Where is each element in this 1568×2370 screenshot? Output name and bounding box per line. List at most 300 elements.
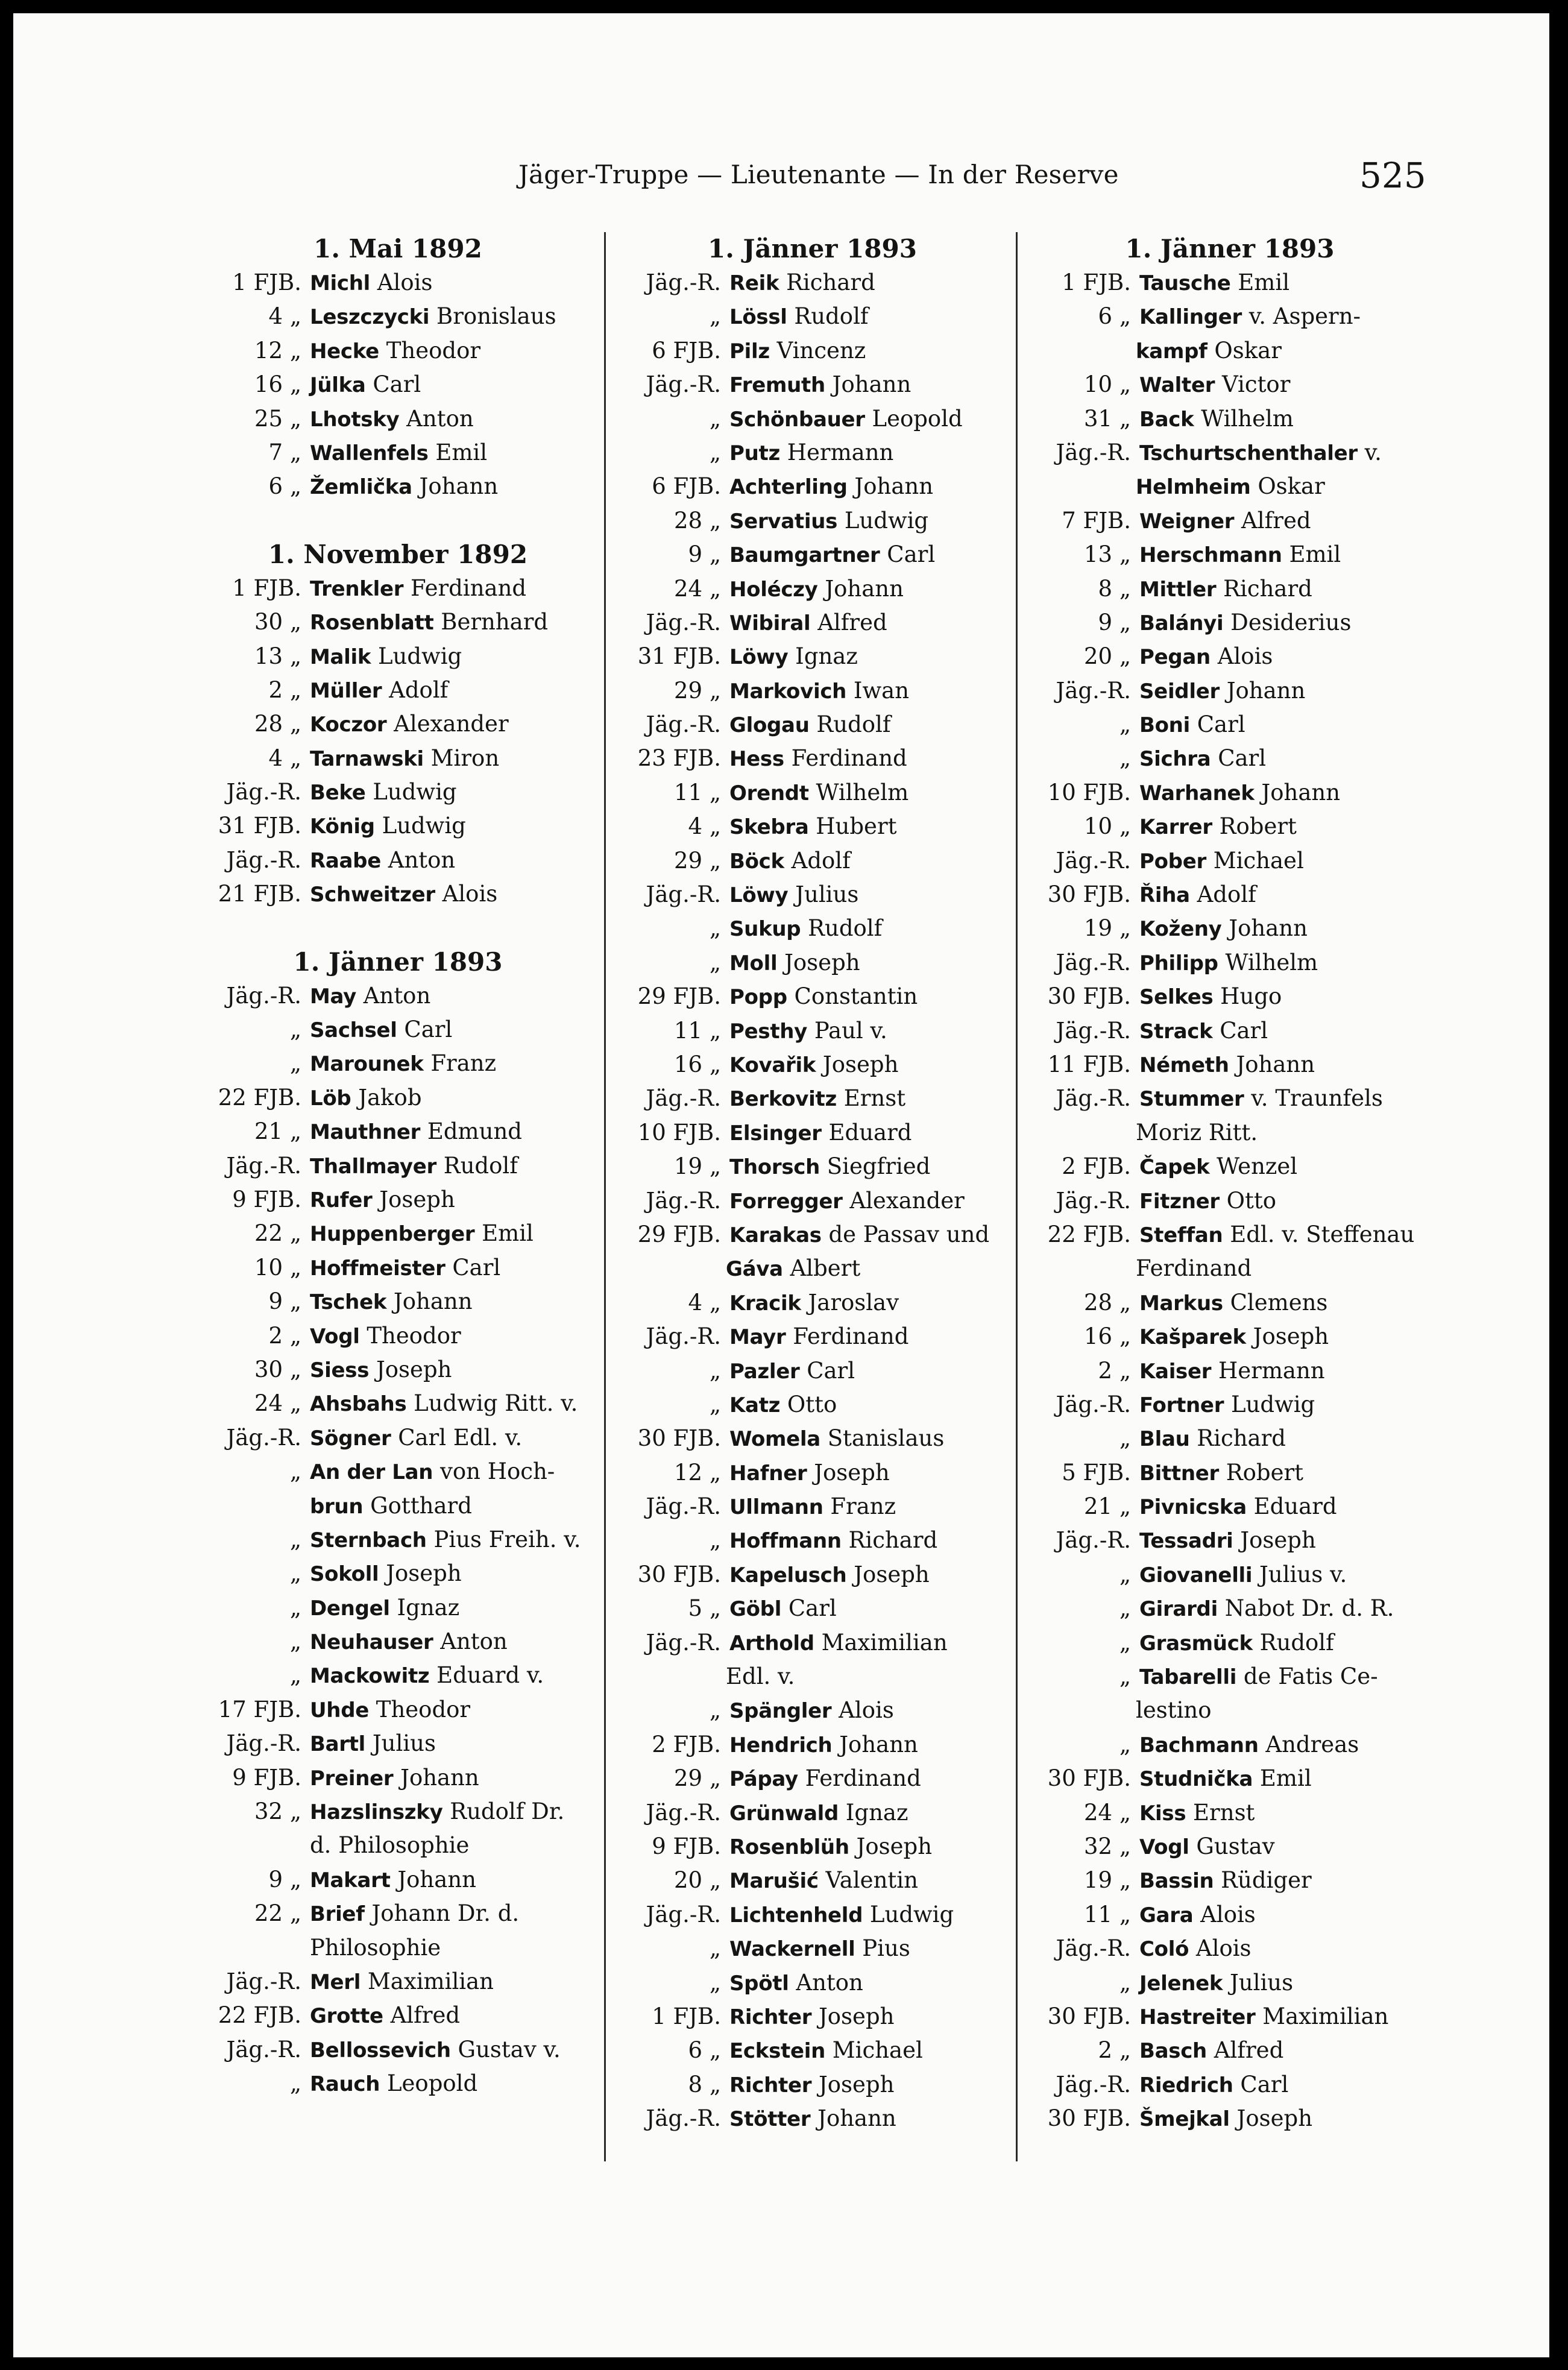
entry-name	[729, 708, 1010, 742]
unit-prefix: Jäg.-R.	[646, 1493, 721, 1520]
surname: Kallinger	[1139, 305, 1242, 330]
list-entry	[199, 1591, 597, 1625]
given-name: Johann	[393, 1288, 473, 1315]
entry-name	[729, 2034, 1010, 2068]
list-entry	[615, 912, 1010, 945]
given-name: Clemens	[1230, 1289, 1328, 1316]
surname: Huppenberger	[310, 1222, 475, 1247]
entry-name	[1136, 1116, 1435, 1150]
given-name: Philosophie	[310, 1934, 441, 1961]
surname: Coló	[1139, 1937, 1189, 1962]
given-name: Carl	[1220, 1017, 1268, 1044]
given-name: Constantin	[794, 983, 918, 1010]
entry-name	[1139, 1592, 1435, 1626]
list-entry	[1025, 436, 1435, 470]
given-name: Jakob	[358, 1084, 422, 1111]
column-3	[1025, 232, 1435, 2135]
list-entry	[1025, 708, 1435, 742]
unit-prefix: „	[1119, 1663, 1131, 1690]
entry-name	[1139, 1796, 1435, 1830]
given-name: Adolf	[1197, 881, 1256, 908]
given-name: Bernhard	[441, 609, 549, 635]
unit-prefix: Jäg.-R.	[226, 1730, 301, 1757]
given-name: Otto	[787, 1391, 837, 1417]
given-name: Wilhelm	[816, 779, 909, 805]
entry-name	[1139, 572, 1435, 607]
entry-name	[1139, 742, 1435, 776]
unit-prefix: 9 FJB.	[232, 1764, 301, 1791]
surname: Forregger	[729, 1189, 843, 1214]
unit-prefix: Jäg.-R.	[226, 1424, 301, 1451]
unit-prefix: 13 „	[254, 643, 301, 669]
unit-prefix: „	[709, 1969, 721, 1996]
entry-name	[310, 334, 597, 368]
unit-prefix: Jäg.-R.	[226, 982, 301, 1009]
entry-name	[729, 334, 1010, 368]
entry-name	[310, 809, 597, 843]
surname: Koženy	[1139, 917, 1222, 942]
unit-prefix: 2 „	[268, 1322, 301, 1349]
unit-prefix: 29 FJB.	[637, 983, 721, 1010]
list-entry	[1025, 1320, 1435, 1354]
unit-prefix: „	[709, 439, 721, 465]
unit-prefix: 4 „	[268, 745, 301, 771]
unit-prefix: „	[1119, 1731, 1131, 1757]
entry-name	[1139, 1762, 1435, 1796]
entry-name	[729, 1558, 1010, 1592]
surname: Merl	[310, 1970, 361, 1994]
surname: Achterling	[729, 475, 848, 500]
given-name: Alois	[1217, 643, 1273, 670]
given-name: Ernst	[1193, 1799, 1255, 1826]
surname: Žemlička	[310, 475, 412, 500]
unit-prefix: „	[709, 949, 721, 975]
entry-name	[310, 572, 597, 606]
entry-name	[1136, 1252, 1435, 1286]
entry-name	[310, 436, 597, 470]
unit-prefix: „	[709, 1697, 721, 1724]
unit-prefix: Jäg.-R.	[646, 711, 721, 738]
given-name: Carl	[1197, 711, 1245, 738]
given-name: Julius	[372, 1730, 436, 1757]
entry-name	[1139, 1660, 1435, 1694]
given-name: Rudolf	[1259, 1629, 1334, 1656]
unit-prefix: 30 FJB.	[1047, 983, 1131, 1010]
unit-prefix: 9 „	[268, 1288, 301, 1315]
given-name: Emil	[482, 1220, 534, 1247]
unit-prefix: 11 „	[673, 779, 721, 805]
entry-name	[729, 1456, 1010, 1490]
given-name: Johann	[1236, 1051, 1315, 1077]
unit-prefix: 2 FJB.	[1062, 1153, 1131, 1180]
surname: Pegan	[1139, 645, 1211, 670]
surname: Hazslinszky	[310, 1800, 443, 1825]
entry-name	[1139, 1286, 1435, 1320]
surname: Fortner	[1139, 1393, 1224, 1417]
list-entry	[199, 673, 597, 707]
given-name: Edmund	[427, 1118, 522, 1145]
surname: Brief	[310, 1902, 365, 1927]
entry-name	[1139, 878, 1435, 912]
entry-name	[1139, 2000, 1435, 2034]
unit-prefix: „	[709, 1935, 721, 1962]
entry-name	[310, 1387, 597, 1421]
unit-prefix: 20 „	[1083, 643, 1131, 670]
unit-prefix: Jäg.-R.	[646, 2105, 721, 2132]
unit-prefix: 19 „	[1083, 915, 1131, 942]
given-name: Hubert	[816, 813, 897, 840]
given-name: Ludwig	[373, 779, 457, 805]
entry-name	[310, 300, 597, 334]
entry-name	[1139, 1320, 1435, 1354]
list-entry	[1025, 1184, 1435, 1218]
given-name: Theodor	[367, 1322, 461, 1349]
entry-name	[729, 368, 1010, 402]
list-entry	[1025, 1082, 1435, 1115]
unit-prefix: 19 „	[673, 1153, 721, 1180]
given-name: Carl	[788, 1595, 837, 1622]
entry-name	[310, 1625, 597, 1659]
list-entry	[199, 1047, 597, 1080]
unit-prefix: 4 „	[268, 303, 301, 330]
surname: Putz	[729, 441, 780, 465]
surname: Wallenfels	[310, 441, 429, 465]
list-entry	[1025, 2000, 1435, 2034]
entry-name	[1139, 640, 1435, 674]
list-entry	[199, 809, 597, 843]
surname: Koczor	[310, 713, 387, 737]
entry-continuation	[615, 1660, 1010, 1694]
surname: Pazler	[729, 1359, 800, 1384]
list-entry	[1025, 572, 1435, 606]
surname: Sögner	[310, 1426, 391, 1451]
entry-name	[1139, 980, 1435, 1014]
entry-name	[310, 1829, 597, 1863]
surname: Kaiser	[1139, 1359, 1212, 1384]
surname: Mittler	[1139, 577, 1217, 602]
entry-name	[1139, 1932, 1435, 1966]
entry-name	[1139, 2034, 1435, 2068]
given-name: Alois	[839, 1697, 894, 1724]
given-name: v. Traunfels	[1251, 1085, 1383, 1112]
given-name: Franz	[830, 1493, 896, 1520]
given-name: Bronislaus	[436, 303, 556, 330]
list-entry	[615, 742, 1010, 775]
surname: König	[310, 815, 375, 839]
running-head	[0, 155, 1568, 202]
list-entry	[615, 470, 1010, 503]
list-entry	[1025, 1932, 1435, 1965]
given-name: Anton	[406, 405, 474, 432]
unit-prefix: 6 FJB.	[652, 337, 721, 364]
list-entry	[615, 640, 1010, 673]
surname: Vogl	[1139, 1835, 1189, 1859]
list-entry	[199, 1353, 597, 1387]
entry-name	[1139, 1864, 1435, 1898]
list-entry	[199, 1421, 597, 1455]
entry-name	[310, 1455, 597, 1489]
surname: Thorsch	[729, 1155, 820, 1180]
unit-prefix: „	[289, 1526, 301, 1552]
given-name: v. Aspern-	[1248, 303, 1361, 330]
list-entry	[615, 1354, 1010, 1388]
unit-prefix: 6 „	[688, 2037, 721, 2064]
entry-name	[310, 1931, 597, 1965]
list-entry	[1025, 1762, 1435, 1795]
list-entry	[615, 1898, 1010, 1932]
list-entry	[199, 1557, 597, 1590]
surname: Leszczycki	[310, 305, 430, 330]
surname: Bartl	[310, 1732, 366, 1757]
list-entry	[1025, 844, 1435, 878]
entry-name	[310, 1183, 597, 1217]
surname: Tarnawski	[310, 746, 424, 771]
given-name: Alfred	[817, 609, 887, 635]
entry-name	[310, 368, 597, 402]
given-name: Michael	[832, 2037, 923, 2064]
given-name: Desiderius	[1230, 609, 1352, 635]
entry-name	[310, 1319, 597, 1354]
list-entry	[199, 1183, 597, 1217]
entry-name	[729, 1116, 1010, 1150]
unit-prefix: Jäg.-R.	[226, 1968, 301, 1994]
unit-prefix: 24 „	[1083, 1799, 1131, 1826]
entry-continuation	[1025, 470, 1435, 503]
surname: Walter	[1139, 373, 1215, 398]
list-entry	[1025, 1456, 1435, 1490]
entry-name	[310, 673, 597, 708]
list-entry	[615, 2068, 1010, 2102]
list-entry	[1025, 912, 1435, 945]
unit-prefix: 6 FJB.	[652, 473, 721, 500]
given-name: Rudolf	[816, 711, 891, 738]
list-entry	[615, 1422, 1010, 1455]
surname: Rauch	[310, 2072, 380, 2097]
entry-name	[1139, 1626, 1435, 1660]
surname: Kracik	[729, 1291, 801, 1316]
given-name: Maximilian	[821, 1629, 948, 1656]
unit-prefix: 11 „	[1083, 1901, 1131, 1927]
surname: Skebra	[729, 815, 809, 840]
surname: Seidler	[1139, 679, 1220, 704]
given-name: Ignaz	[397, 1594, 460, 1621]
entry-continuation	[199, 1931, 597, 1965]
surname: Glogau	[729, 713, 810, 738]
entry-name	[310, 1251, 597, 1285]
unit-prefix: 30 FJB.	[1047, 1765, 1131, 1792]
surname: Berkovitz	[729, 1087, 837, 1112]
unit-prefix: Jäg.-R.	[646, 1187, 721, 1214]
list-entry	[199, 1455, 597, 1489]
surname: Uhde	[310, 1698, 370, 1722]
given-name: Johann	[400, 1764, 479, 1791]
unit-prefix: 24 „	[673, 575, 721, 602]
given-name: Ferdinand	[791, 745, 907, 772]
surname: Čapek	[1139, 1155, 1210, 1180]
given-name: Carl	[404, 1016, 453, 1043]
list-entry	[199, 742, 597, 775]
entry-name	[729, 1422, 1010, 1456]
unit-prefix: 16 „	[1083, 1323, 1131, 1350]
entry-name	[310, 979, 597, 1013]
unit-prefix: 28 „	[1083, 1289, 1131, 1316]
surname: May	[310, 984, 356, 1009]
entry-name	[1139, 810, 1435, 844]
list-entry	[199, 572, 597, 605]
list-entry	[1025, 1592, 1435, 1625]
surname: Stötter	[729, 2107, 811, 2132]
unit-prefix: 30 FJB.	[1047, 2003, 1131, 2029]
unit-prefix: 2 „	[1098, 1357, 1131, 1384]
list-entry	[615, 1932, 1010, 1965]
surname: Tschek	[310, 1290, 387, 1315]
list-entry	[615, 1592, 1010, 1625]
entry-name	[729, 640, 1010, 674]
given-name: Jaroslav	[808, 1289, 899, 1316]
unit-prefix: 19 „	[1083, 1867, 1131, 1894]
surname: Spötl	[729, 1971, 789, 1996]
given-name: Emil	[435, 439, 488, 465]
column-1	[199, 232, 597, 2101]
entry-name	[1139, 1082, 1435, 1116]
surname: Thallmayer	[310, 1154, 436, 1179]
entry-name	[729, 1694, 1010, 1728]
list-entry	[199, 877, 597, 911]
unit-prefix: „	[289, 1458, 301, 1485]
entry-name	[1139, 1388, 1435, 1422]
given-name: Alexander	[394, 711, 509, 737]
list-entry	[615, 1966, 1010, 2000]
surname: Steffan	[1139, 1223, 1223, 1247]
surname: Tschurtschenthaler	[1139, 441, 1358, 465]
list-entry	[1025, 2068, 1435, 2102]
list-entry	[1025, 1388, 1435, 1422]
unit-prefix: „	[289, 1560, 301, 1587]
unit-prefix: 9 FJB.	[652, 1833, 721, 1859]
entry-name	[310, 742, 597, 776]
entry-name	[310, 1217, 597, 1251]
given-name: Robert	[1219, 813, 1297, 840]
surname: Philipp	[1139, 951, 1218, 975]
given-name: Johann	[1229, 915, 1308, 942]
surname: Ullmann	[729, 1495, 823, 1520]
given-name: Anton	[796, 1969, 863, 1996]
surname: Dengel	[310, 1596, 390, 1621]
surname: Markus	[1139, 1291, 1223, 1316]
list-entry	[615, 1150, 1010, 1183]
entry-name	[729, 572, 1010, 607]
surname: An der Lan	[310, 1460, 433, 1485]
unit-prefix: 6 „	[268, 473, 301, 500]
given-name: Ludwig	[382, 813, 466, 839]
unit-prefix: 7 FJB.	[1062, 507, 1131, 534]
surname: Preiner	[310, 1766, 394, 1791]
surname: Mackowitz	[310, 1664, 430, 1689]
surname: Hess	[729, 747, 784, 772]
list-entry	[1025, 810, 1435, 843]
list-entry	[1025, 2034, 1435, 2067]
given-name: Ernst	[843, 1085, 906, 1112]
given-name: Julius	[795, 881, 859, 908]
given-name: Alexander	[849, 1187, 965, 1214]
entry-name	[1139, 538, 1435, 572]
list-entry	[199, 1217, 597, 1250]
given-name: Maximilian	[1262, 2003, 1389, 2029]
surname: Pivnicska	[1139, 1495, 1247, 1520]
unit-prefix: 7 „	[268, 439, 301, 465]
unit-prefix: Jäg.-R.	[646, 269, 721, 295]
given-name: Hermann	[787, 439, 894, 465]
given-name: Johann	[397, 1866, 476, 1893]
unit-prefix: 2 FJB.	[652, 1731, 721, 1757]
list-entry	[1025, 368, 1435, 402]
entry-name	[1139, 1218, 1435, 1252]
list-entry	[615, 402, 1010, 436]
given-name: Richard	[786, 269, 875, 295]
entry-name	[310, 843, 597, 878]
given-name: Franz	[430, 1050, 497, 1077]
list-entry	[199, 1149, 597, 1183]
surname: Herschmann	[1139, 543, 1282, 568]
list-entry	[615, 1218, 1010, 1252]
list-entry	[199, 1693, 597, 1727]
unit-prefix: 25 „	[254, 405, 301, 432]
entry-name	[729, 504, 1010, 538]
surname: Šmejkal	[1139, 2107, 1230, 2132]
entry-name	[1139, 1354, 1435, 1388]
list-entry	[615, 368, 1010, 402]
surname: Basch	[1139, 2039, 1207, 2064]
unit-prefix: Jäg.-R.	[646, 1799, 721, 1826]
surname: Studnička	[1139, 1767, 1253, 1792]
unit-prefix: 30 „	[254, 609, 301, 635]
surname: Katz	[729, 1393, 781, 1417]
list-entry	[1025, 1796, 1435, 1830]
list-entry	[1025, 266, 1435, 300]
entry-name	[729, 1388, 1010, 1422]
entry-name	[310, 402, 597, 436]
entry-name	[729, 1966, 1010, 2000]
page-number: 525	[1359, 155, 1426, 196]
list-entry	[199, 2033, 597, 2067]
list-entry	[199, 775, 597, 809]
list-entry	[199, 1999, 597, 2032]
unit-prefix: „	[709, 915, 721, 942]
unit-prefix: 30 FJB.	[1047, 881, 1131, 908]
surname: Löwy	[729, 883, 789, 908]
unit-prefix: 31 „	[1083, 405, 1131, 432]
surname: Back	[1139, 407, 1194, 432]
given-name: Anton	[363, 982, 431, 1009]
list-entry	[615, 1490, 1010, 1524]
unit-prefix: 9 FJB.	[232, 1186, 301, 1212]
given-name: Johann	[1226, 677, 1306, 704]
list-entry	[615, 1762, 1010, 1795]
list-entry	[1025, 980, 1435, 1013]
surname: Holéczy	[729, 577, 818, 602]
unit-prefix: Jäg.-R.	[1056, 1527, 1131, 1554]
unit-prefix: 22 „	[254, 1220, 301, 1247]
unit-prefix: „	[289, 2070, 301, 2097]
entry-name	[729, 470, 1010, 504]
list-entry	[615, 1728, 1010, 1762]
given-name: Edl. v. Steffenau	[1230, 1221, 1415, 1247]
unit-prefix: 32 „	[254, 1798, 301, 1825]
unit-prefix: 9 „	[268, 1866, 301, 1893]
entry-name	[1139, 504, 1435, 538]
unit-prefix: 31 FJB.	[637, 643, 721, 670]
surname: Hafner	[729, 1461, 807, 1486]
